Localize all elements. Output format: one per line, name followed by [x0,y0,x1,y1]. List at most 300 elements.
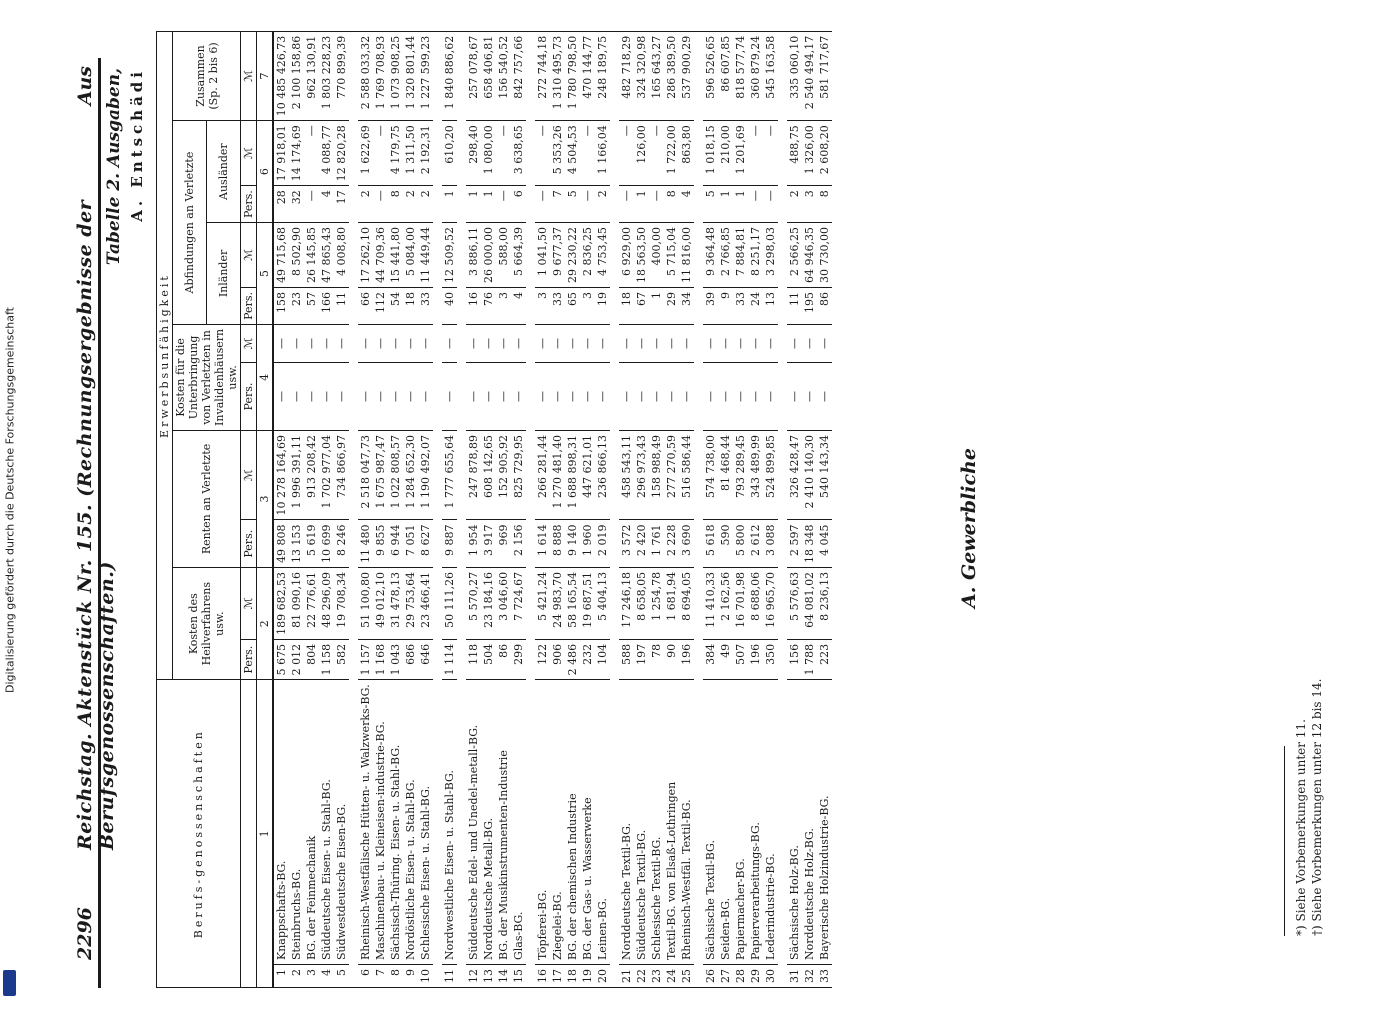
digitization-credit [2,0,18,1000]
table-row [787,31,802,987]
mark-auslaender: 1 080,00 [481,121,496,186]
mark-zusammen: 324 320,98 [634,31,649,120]
pers-unterbringung: — [664,363,679,431]
pers-renten: 1 960 [580,520,595,568]
mark-inlaender: 3 886,11 [466,223,481,288]
pers-inlaender: 65 [565,288,580,325]
pers-unterbringung: — [763,363,778,431]
unit-pers: Pers. [241,639,257,680]
pers-renten: 1 614 [535,520,550,568]
pers-inlaender: 3 [496,288,511,325]
mark-zusammen: 658 406,81 [481,31,496,120]
unit-mark: ℳ [241,324,257,362]
pers-auslaender: — [304,186,319,223]
header-berufsgenossenschaften: Berufs-genossenschaften [157,680,241,988]
pers-unterbringung: — [511,363,526,431]
table-row [289,31,304,987]
mark-inlaender: 5 664,39 [511,223,526,288]
pers-auslaender: 4 [679,186,694,223]
credit-text: Digitalisierung gefördert durch die Deutsche Forschungsgemeinschaft [3,307,17,693]
unit-mark: ℳ [241,567,257,639]
mark-inlaender: 11 449,44 [418,223,433,288]
mark-unterbringung: — [358,324,373,362]
mark-auslaender: 4 504,53 [565,121,580,186]
mark-inlaender: 8 251,17 [748,223,763,288]
mark-zusammen: 10 485 426,73 [273,31,289,120]
mark-inlaender: 588,00 [496,223,511,288]
row-number: 17 [550,965,565,988]
mark-renten: 158 988,49 [649,430,664,519]
row-name: Norddeutsche Holz-BG. [802,680,817,965]
pers-heilverfahren: 1 114 [442,639,457,680]
mark-heilverfahren: 5 421,24 [535,567,550,639]
table-body [273,31,832,987]
mark-zusammen: 86 607,85 [718,31,733,120]
mark-renten: 524 899,85 [763,430,778,519]
unit-pers: Pers. [241,520,257,568]
mark-unterbringung: — [649,324,664,362]
pers-renten: 8 627 [418,520,433,568]
mark-unterbringung: — [565,324,580,362]
row-number: 26 [703,965,718,988]
mark-heilverfahren: 11 410,33 [703,567,718,639]
unit-mark: ℳ [241,121,257,186]
pers-auslaender: 1 [481,186,496,223]
mark-auslaender: — [619,121,634,186]
pers-auslaender: 32 [289,186,304,223]
pers-heilverfahren: 5 675 [273,639,289,680]
pers-heilverfahren: 86 [496,639,511,680]
pers-inlaender: 166 [319,288,334,325]
pers-renten: 4 045 [817,520,832,568]
pers-auslaender: — [748,186,763,223]
mark-heilverfahren: 58 165,54 [565,567,580,639]
mark-heilverfahren: 49 012,10 [373,567,388,639]
pers-renten: 2 612 [748,520,763,568]
row-name: Norddeutsche Textil-BG. [619,680,634,965]
row-number: 13 [481,965,496,988]
row-number: 22 [634,965,649,988]
pers-auslaender: 2 [787,186,802,223]
mark-unterbringung: — [511,324,526,362]
row-number: 8 [388,965,403,988]
row-number: 33 [817,965,832,988]
spacer-cell [694,31,703,987]
mark-renten: 2 518 047,73 [358,430,373,519]
mark-auslaender: 1 326,00 [802,121,817,186]
row-name: Töpferei-BG. [535,680,550,965]
pers-auslaender: 2 [358,186,373,223]
row-name: Nordwestliche Eisen- u. Stahl-BG. [442,680,457,965]
row-number: 23 [649,965,664,988]
pers-renten: 7 051 [403,520,418,568]
pers-renten: 3 088 [763,520,778,568]
pers-renten: 9 855 [373,520,388,568]
pers-renten: 9 140 [565,520,580,568]
pers-heilverfahren: 646 [418,639,433,680]
mark-inlaender: 8 502,90 [289,223,304,288]
pers-inlaender: 57 [304,288,319,325]
group-spacer [778,31,787,987]
pers-heilverfahren: 196 [748,639,763,680]
header-erwerbsunfaehigkeit: Erwerbsunfähigkeit [157,31,173,680]
row-name: Papierverarbeitungs-BG. [748,680,763,965]
mark-renten: 10 278 164,69 [273,430,289,519]
row-number: 25 [679,965,694,988]
group-spacer [457,31,466,987]
mark-heilverfahren: 1 681,94 [664,567,679,639]
pers-heilverfahren: 804 [304,639,319,680]
mark-heilverfahren: 81 090,16 [289,567,304,639]
mark-unterbringung: — [334,324,349,362]
pers-unterbringung: — [565,363,580,431]
row-name: Leinen-BG. [595,680,610,965]
pers-auslaender: 2 [418,186,433,223]
mark-renten: 516 586,44 [679,430,694,519]
unit-pers: Pers. [241,186,257,223]
mark-auslaender: — [763,121,778,186]
mark-zusammen: 770 899,39 [334,31,349,120]
mark-renten: 1 284 652,30 [403,430,418,519]
pers-renten: 2 420 [634,520,649,568]
mark-inlaender: 49 715,68 [273,223,289,288]
mark-zusammen: 1 769 708,93 [373,31,388,120]
mark-inlaender: 7 884,81 [733,223,748,288]
mark-auslaender: 863,80 [679,121,694,186]
row-number: 27 [718,965,733,988]
mark-heilverfahren: 31 478,13 [388,567,403,639]
pers-inlaender: 54 [388,288,403,325]
dfg-logo [3,970,16,996]
mark-zusammen: 248 189,75 [595,31,610,120]
mark-renten: 825 729,95 [511,430,526,519]
pers-inlaender: 4 [511,288,526,325]
mark-heilverfahren: 17 246,18 [619,567,634,639]
row-name: Maschinenbau- u. Kleineisen-industrie-BG. [373,680,388,965]
mark-inlaender: 9 364,48 [703,223,718,288]
pers-heilverfahren: 504 [481,639,496,680]
pers-auslaender: 2 [595,186,610,223]
row-name: BG. der Feinmechanik [304,680,319,965]
pers-auslaender: 3 [802,186,817,223]
pers-renten: 6 944 [388,520,403,568]
mark-heilverfahren: 19 708,34 [334,567,349,639]
mark-auslaender: — [304,121,319,186]
colnum-2: 2 [257,567,274,679]
mark-heilverfahren: 8 688,06 [748,567,763,639]
unit-mark: ℳ [241,223,257,288]
row-number: 10 [418,965,433,988]
pers-unterbringung: — [748,363,763,431]
spacer-cell [778,31,787,987]
table-row [802,31,817,987]
mark-heilverfahren: 51 100,80 [358,567,373,639]
mark-auslaender: 4 088,77 [319,121,334,186]
mark-zusammen: 2 100 158,86 [289,31,304,120]
pers-inlaender: 67 [634,288,649,325]
pers-inlaender: 33 [733,288,748,325]
mark-zusammen: 1 310 495,73 [550,31,565,120]
mark-heilverfahren: 1 254,78 [649,567,664,639]
mark-inlaender: 11 816,00 [679,223,694,288]
mark-heilverfahren: 5 404,13 [595,567,610,639]
pers-unterbringung: — [733,363,748,431]
unit-mark: ℳ [241,31,257,120]
colnum-7: 7 [257,31,274,120]
header-unterbringung: Kosten für die Unterbringung von Verletzten in Invalidenhäusern usw. [173,324,241,430]
pers-inlaender: 3 [535,288,550,325]
mark-auslaender: 1 201,69 [733,121,748,186]
mark-heilverfahren: 5 576,63 [787,567,802,639]
section-heading: A. Gewerbliche [958,448,980,608]
mark-inlaender: 1 041,50 [535,223,550,288]
pers-inlaender: 19 [595,288,610,325]
pers-unterbringung: — [466,363,481,431]
pers-unterbringung: — [358,363,373,431]
pers-heilverfahren: 384 [703,639,718,680]
pers-renten: 49 808 [273,520,289,568]
row-name: BG. der chemischen Industrie [565,680,580,965]
mark-auslaender: — [535,121,550,186]
mark-unterbringung: — [580,324,595,362]
mark-heilverfahren: 8 658,05 [634,567,649,639]
mark-unterbringung: — [319,324,334,362]
mark-renten: 608 142,65 [481,430,496,519]
row-name: Süddeutsche Edel- und Unedel-metall-BG. [466,680,481,965]
pers-unterbringung: — [418,363,433,431]
mark-heilverfahren: 29 753,64 [403,567,418,639]
pers-heilverfahren: 122 [535,639,550,680]
mark-auslaender: — [580,121,595,186]
table-row [304,31,319,987]
mark-auslaender: 12 820,28 [334,121,349,186]
row-name: Rheinisch-Westfälische Hütten- u. Walzwerks-BG. [358,680,373,965]
mark-heilverfahren: 8 694,05 [679,567,694,639]
row-name: BG. der Musikinstrumenten-Industrie [496,680,511,965]
mark-renten: 236 866,13 [595,430,610,519]
row-number: 14 [496,965,511,988]
expenditure-table [156,31,832,988]
row-number: 6 [358,965,373,988]
table-row [273,31,289,987]
pers-inlaender: 76 [481,288,496,325]
mark-unterbringung: — [481,324,496,362]
pers-heilverfahren: 1 788 [802,639,817,680]
pers-heilverfahren: 196 [679,639,694,680]
row-number: 9 [403,965,418,988]
mark-zusammen: 545 163,58 [763,31,778,120]
pers-renten: 2 156 [511,520,526,568]
colnum-6: 6 [257,121,274,223]
mark-unterbringung: — [817,324,832,362]
table-row [388,31,403,987]
mark-unterbringung: — [703,324,718,362]
mark-unterbringung: — [733,324,748,362]
pers-unterbringung: — [787,363,802,431]
row-number: 21 [619,965,634,988]
pers-auslaender: 28 [273,186,289,223]
pers-renten: 10 699 [319,520,334,568]
mark-unterbringung: — [373,324,388,362]
pers-unterbringung: — [634,363,649,431]
table-row [496,31,511,987]
mark-zusammen: 286 389,50 [664,31,679,120]
mark-heilverfahren: 23 184,16 [481,567,496,639]
mark-renten: 1 190 492,07 [418,430,433,519]
pers-renten: 8 888 [550,520,565,568]
pers-renten: 5 619 [304,520,319,568]
pers-unterbringung: — [595,363,610,431]
mark-zusammen: 272 744,18 [535,31,550,120]
pers-inlaender: 18 [619,288,634,325]
pers-renten: 11 480 [358,520,373,568]
row-name: Sächsisch-Thüring. Eisen- u. Stahl-BG. [388,680,403,965]
mark-inlaender: 26 145,85 [304,223,319,288]
row-number: 15 [511,965,526,988]
row-name: Rheinisch-Westfäl. Textil-BG. [679,680,694,965]
mark-inlaender: 26 000,00 [481,223,496,288]
table-row [535,31,550,987]
row-name: Süddeutsche Eisen- u. Stahl-BG. [319,680,334,965]
mark-inlaender: 44 709,36 [373,223,388,288]
pers-renten: 8 246 [334,520,349,568]
pers-heilverfahren: 507 [733,639,748,680]
mark-renten: 326 428,47 [787,430,802,519]
mark-auslaender: 488,75 [787,121,802,186]
table-row [481,31,496,987]
row-name: Ziegelei-BG. [550,680,565,965]
pers-renten: 3 690 [679,520,694,568]
table-row [403,31,418,987]
pers-inlaender: 9 [718,288,733,325]
pers-renten: 1 954 [466,520,481,568]
mark-inlaender: 2 566,25 [787,223,802,288]
mark-inlaender: 9 677,37 [550,223,565,288]
mark-zusammen: 1 227 599,23 [418,31,433,120]
row-number: 31 [787,965,802,988]
pers-unterbringung: — [580,363,595,431]
pers-unterbringung: — [481,363,496,431]
mark-renten: 1 675 987,47 [373,430,388,519]
colnum-1: 1 [257,680,274,988]
pers-unterbringung: — [619,363,634,431]
mark-heilverfahren: 5 570,27 [466,567,481,639]
pers-renten: 3 572 [619,520,634,568]
footnote-rule [1284,746,1285,936]
mark-inlaender: 47 865,43 [319,223,334,288]
pers-auslaender: — [535,186,550,223]
unit-pers: Pers. [241,363,257,431]
table-row [550,31,565,987]
pers-inlaender: 34 [679,288,694,325]
table-row [664,31,679,987]
group-spacer [433,31,442,987]
row-number: 20 [595,965,610,988]
mark-inlaender: 18 563,50 [634,223,649,288]
table-row [565,31,580,987]
mark-zusammen: 257 078,67 [466,31,481,120]
spacer-cell [457,31,466,987]
mark-zusammen: 962 130,91 [304,31,319,120]
row-name: Schlesische Eisen- u. Stahl-BG. [418,680,433,965]
row-number: 32 [802,965,817,988]
mark-heilverfahren: 64 081,02 [802,567,817,639]
pers-heilverfahren: 588 [619,639,634,680]
pers-renten: 590 [718,520,733,568]
row-name: Südwestdeutsche Eisen-BG. [334,680,349,965]
spacer-cell [610,31,619,987]
mark-unterbringung: — [718,324,733,362]
mark-renten: 81 468,44 [718,430,733,519]
pers-heilverfahren: 156 [787,639,802,680]
pers-heilverfahren: 582 [334,639,349,680]
mark-auslaender: — [496,121,511,186]
mark-auslaender: 1 622,69 [358,121,373,186]
mark-inlaender: 4 753,45 [595,223,610,288]
row-name: Seiden-BG. [718,680,733,965]
pers-inlaender: 86 [817,288,832,325]
mark-auslaender: 298,40 [466,121,481,186]
pers-renten: 9 887 [442,520,457,568]
mark-auslaender: 2 192,31 [418,121,433,186]
table-row [418,31,433,987]
mark-inlaender: 3 298,03 [763,223,778,288]
mark-unterbringung: — [802,324,817,362]
mark-zusammen: 470 144,77 [580,31,595,120]
pers-unterbringung: — [388,363,403,431]
colnum-4: 4 [257,324,274,430]
mark-unterbringung: — [304,324,319,362]
mark-zusammen: 842 757,66 [511,31,526,120]
mark-auslaender: — [649,121,664,186]
table-title: Tabelle 2. Ausgaben, [104,68,124,266]
mark-unterbringung: — [679,324,694,362]
pers-auslaender: 5 [703,186,718,223]
mark-auslaender: 210,00 [718,121,733,186]
pers-auslaender: — [763,186,778,223]
mark-unterbringung: — [442,324,457,362]
header-heilverfahren: Kosten des Heilverfahrens usw. [173,567,241,679]
mark-auslaender: 1 722,00 [664,121,679,186]
pers-auslaender: 6 [511,186,526,223]
mark-renten: 540 143,34 [817,430,832,519]
pers-auslaender: — [580,186,595,223]
pers-renten: 3 917 [481,520,496,568]
mark-auslaender: 17 918,01 [273,121,289,186]
mark-zusammen: 1 803 228,23 [319,31,334,120]
row-number: 19 [580,965,595,988]
pers-heilverfahren: 78 [649,639,664,680]
pers-auslaender: 8 [388,186,403,223]
mark-heilverfahren: 3 046,60 [496,567,511,639]
pers-inlaender: 3 [580,288,595,325]
pers-renten: 2 228 [664,520,679,568]
mark-zusammen: 1 780 798,50 [565,31,580,120]
pers-auslaender: 1 [442,186,457,223]
pers-inlaender: 23 [289,288,304,325]
footnotes [1293,679,1325,936]
mark-unterbringung: — [664,324,679,362]
mark-unterbringung: — [535,324,550,362]
table-row [511,31,526,987]
pers-heilverfahren: 197 [634,639,649,680]
row-name: BG. der Gas- u. Wasserwerke [580,680,595,965]
mark-renten: 266 281,44 [535,430,550,519]
mark-unterbringung: — [763,324,778,362]
pers-renten: 5 618 [703,520,718,568]
mark-auslaender: 126,00 [634,121,649,186]
table-row [733,31,748,987]
